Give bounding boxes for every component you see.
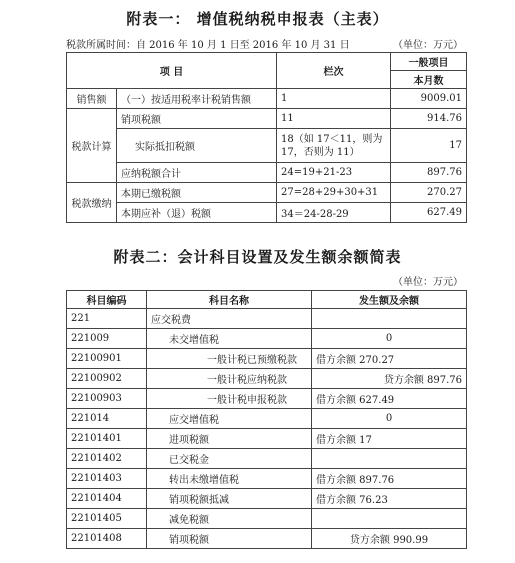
row-amount: 17 xyxy=(391,129,467,163)
row-amount: 627.49 xyxy=(391,203,467,223)
account-code: 22100901 xyxy=(67,349,147,369)
account-amount: 贷方余额 897.76 xyxy=(312,369,467,389)
account-code: 221009 xyxy=(67,329,147,349)
unit-label-2: （单位：万元） xyxy=(393,277,463,288)
account-name: 减免税额 xyxy=(147,509,312,529)
vat-return-table xyxy=(66,52,467,223)
row-amount: 270.27 xyxy=(391,183,467,203)
account-name: 应交增值税 xyxy=(147,409,312,429)
table2-title: 附表二：会计科目设置及发生额余额简表 xyxy=(113,248,402,266)
account-name: 应交税费 xyxy=(147,309,312,329)
account-amount: 借方余额 897.76 xyxy=(312,469,467,489)
header-general-item: 一般项目 xyxy=(391,53,467,71)
row-name: 应纳税额合计 xyxy=(117,163,277,183)
header-lanci: 栏次 xyxy=(277,53,391,89)
account-name: 未交增值税 xyxy=(147,329,312,349)
account-amount xyxy=(312,509,467,529)
account-code: 221 xyxy=(67,309,147,329)
row-lanci: 11 xyxy=(277,109,391,129)
category-tax-calc: 税款计算 xyxy=(67,109,117,183)
account-name: 已交税金 xyxy=(147,449,312,469)
row-lanci: 34＝24-28-29 xyxy=(277,203,391,223)
tax-period: 税款所属时间：自 2016 年 10 月 1 日至 2016 年 10 月 31 日 xyxy=(66,40,350,51)
row-name: 本期已缴税额 xyxy=(117,183,277,203)
header-code: 科目编码 xyxy=(67,291,147,309)
account-name: 一般计税应纳税款 xyxy=(147,369,312,389)
row-name: 实际抵扣税额 xyxy=(117,129,277,163)
account-code: 22101404 xyxy=(67,489,147,509)
account-code: 22101401 xyxy=(67,429,147,449)
account-code: 22100903 xyxy=(67,389,147,409)
unit-label-1: （单位：万元） xyxy=(393,40,463,51)
header-item: 项 目 xyxy=(67,53,277,89)
account-code: 221014 xyxy=(67,409,147,429)
account-name: 进项税额 xyxy=(147,429,312,449)
header-current-month: 本月数 xyxy=(391,71,467,89)
account-amount: 借方余额 627.49 xyxy=(312,389,467,409)
account-name: 一般计税申报税款 xyxy=(147,389,312,409)
table1-title: 附表一： 增值税纳税申报表（主表） xyxy=(126,10,389,28)
account-code: 22101408 xyxy=(67,529,147,549)
account-code: 22101403 xyxy=(67,469,147,489)
account-code: 22101405 xyxy=(67,509,147,529)
account-balance-table xyxy=(66,290,467,549)
row-amount: 9009.01 xyxy=(391,89,467,109)
account-code: 22101402 xyxy=(67,449,147,469)
row-amount: 914.76 xyxy=(391,109,467,129)
account-amount xyxy=(312,449,467,469)
account-amount: 借方余额 270.27 xyxy=(312,349,467,369)
header-account-name: 科目名称 xyxy=(147,291,312,309)
row-lanci: 24=19+21-23 xyxy=(277,163,391,183)
row-name: 销项税额 xyxy=(117,109,277,129)
account-code: 22100902 xyxy=(67,369,147,389)
account-amount: 借方余额 76.23 xyxy=(312,489,467,509)
category-sales: 销售额 xyxy=(67,89,117,109)
row-amount: 897.76 xyxy=(391,163,467,183)
row-name: （一）按适用税率计税销售额 xyxy=(117,89,277,109)
header-amount: 发生额及余额 xyxy=(312,291,467,309)
account-name: 销项税额 xyxy=(147,529,312,549)
account-amount: 0 xyxy=(312,409,467,429)
account-amount: 借方余额 17 xyxy=(312,429,467,449)
account-amount: 0 xyxy=(312,329,467,349)
account-name: 销项税额抵减 xyxy=(147,489,312,509)
row-lanci: 1 xyxy=(277,89,391,109)
account-amount: 贷方余额 990.99 xyxy=(312,529,467,549)
account-amount xyxy=(312,309,467,329)
row-lanci: 27=28+29+30+31 xyxy=(277,183,391,203)
account-name: 一般计税已预缴税款 xyxy=(147,349,312,369)
row-lanci: 18（如 17＜11，则为 17，否则为 11） xyxy=(277,129,391,163)
category-tax-payment: 税款缴纳 xyxy=(67,183,117,223)
account-name: 转出未缴增值税 xyxy=(147,469,312,489)
row-name: 本期应补（退）税额 xyxy=(117,203,277,223)
